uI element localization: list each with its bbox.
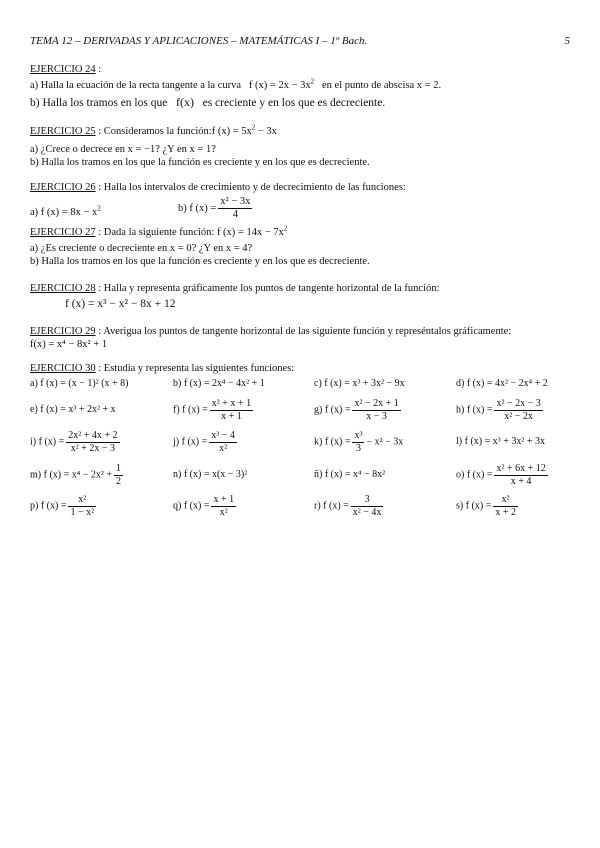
ej25-intro: : Consideramos la función: — [95, 126, 212, 137]
ej30-o-den: x + 4 — [510, 475, 532, 487]
ej30-intro: : Estudia y representa las siguientes funciones: — [95, 363, 295, 374]
exercise-26-label: EJERCICIO 26 — [30, 182, 96, 193]
ej30-item-s — [456, 494, 520, 518]
ej30-g-prefix: g) f (x) = — [314, 404, 351, 416]
ej24-a-function: f (x) = 2x − 3x — [248, 80, 311, 92]
ej30-i-prefix: i) f (x) = — [30, 436, 65, 448]
ej30-j-num: x³ − 4 — [211, 430, 235, 441]
ej29-intro: : Averigua los puntos de tangente horizontal de las siguiente función y represéntalos gráficamente: — [95, 326, 512, 337]
ej30-k-fraction — [352, 430, 364, 454]
ej30-row-3 — [30, 430, 590, 460]
ej30-f-prefix: f) f (x) = — [173, 404, 208, 416]
exercise-26 — [30, 181, 575, 222]
ej30-item-p — [30, 494, 98, 518]
ej30-g-den: x − 3 — [366, 410, 387, 422]
ej24-b-tail: es creciente y en los que es decreciente. — [202, 97, 386, 110]
ej26-b-prefix: b) f (x) = — [178, 203, 217, 215]
ej30-item-b: b) f (x) = 2x⁴ − 4x² + 1 — [173, 378, 265, 389]
exercise-28 — [30, 282, 575, 312]
ej30-q-prefix: q) f (x) = — [173, 500, 210, 512]
ej30-g-fraction — [352, 398, 400, 422]
exercise-28-label: EJERCICIO 28 — [30, 283, 96, 294]
ej30-p-den: 1 − x² — [70, 506, 95, 518]
ej30-item-f — [173, 398, 255, 422]
ej29-function: f(x) = x⁴ − 8x² + 1 — [30, 339, 108, 351]
ej30-s-prefix: s) f (x) = — [456, 500, 492, 512]
ej30-item-a: a) f (x) = (x − 1)² (x + 8) — [30, 378, 129, 389]
ej27-exp: 2 — [283, 224, 288, 233]
ej30-m-prefix: m) f (x) = x⁴ − 2x² + — [30, 469, 113, 481]
ej30-item-r — [314, 494, 385, 518]
ej30-r-den: x² − 4x — [352, 506, 382, 518]
ej30-r-prefix: r) f (x) = — [314, 500, 349, 512]
ej30-r-num: 3 — [351, 494, 384, 507]
exercise-27 — [30, 226, 575, 268]
ej30-q-fraction — [211, 494, 236, 518]
ej30-h-prefix: h) f (x) = — [456, 404, 493, 416]
ej30-item-e: e) f (x) = x³ + 2x² + x — [30, 404, 116, 415]
ej30-item-m — [30, 463, 125, 487]
ej30-h-den: x² − 2x — [504, 410, 533, 422]
ej27-a: a) ¿Es creciente o decreciente en x = 0? ¿Y en x = 4? — [30, 243, 253, 255]
ej26-b-numerator: x² − 3x — [218, 196, 252, 209]
ej28-intro: : Halla y representa gráficamente los puntos de tangente horizontal de la función: — [95, 283, 440, 294]
ej25-a: a) ¿Crece o decrece en x = −1? ¿Y en x = 1? — [30, 144, 216, 156]
ej30-h-num: x² − 2x − 3 — [496, 398, 541, 409]
ej24-a-tail: en el punto de abscisa x = 2. — [322, 80, 442, 92]
ej26-intro: : Halla los intervalos de crecimiento y de decrecimiento de las funciones: — [95, 182, 406, 193]
ej27-intro: : Dada la siguiente función: — [95, 227, 217, 238]
ej28-function: f (x) = x³ − x² − 8x + 12 — [65, 298, 176, 311]
ej27-b: b) Halla los tramos en los que la función es creciente y en los que es decreciente. — [30, 256, 370, 268]
ej25-exp: 2 — [251, 123, 256, 132]
ej30-item-o — [456, 463, 550, 487]
ej30-item-q — [173, 494, 238, 518]
ej25-b: b) Halla los tramos en los que la función es creciente y en los que es decreciente. — [30, 157, 370, 169]
ej30-item-n: n) f (x) = x(x − 3)² — [173, 469, 248, 480]
ej30-item-j — [173, 430, 239, 454]
exercise-25-label: EJERCICIO 25 — [30, 126, 96, 137]
exercise-30-heading — [30, 362, 575, 375]
ej30-k-prefix: k) f (x) = — [314, 436, 351, 448]
ej30-p-prefix: p) f (x) = — [30, 500, 67, 512]
ej25-function-tail: − 3x — [255, 126, 277, 137]
ej30-j-prefix: j) f (x) = — [173, 436, 208, 448]
ej30-g-num: x² − 2x + 1 — [354, 398, 399, 409]
ej26-a: a) f (x) = 8x − x — [30, 207, 98, 219]
exercise-30-label: EJERCICIO 30 — [30, 363, 96, 374]
ej30-p-num: x² — [68, 494, 96, 507]
ej30-item-l: l) f (x) = x³ + 3x² + 3x — [456, 436, 546, 447]
ej30-m-fraction — [114, 463, 123, 487]
ej30-m-den: 2 — [116, 475, 122, 487]
exercise-24-label: EJERCICIO 24 — [30, 64, 96, 75]
ej30-item-h — [456, 398, 545, 422]
ej30-j-fraction — [209, 430, 237, 454]
ej30-o-fraction — [494, 463, 547, 487]
ej30-r-fraction — [351, 494, 384, 518]
ej30-s-den: x + 2 — [495, 506, 516, 518]
ej30-item-k — [314, 430, 403, 454]
ej24-a-text: a) Halla la ecuación de la recta tangente a la curva — [30, 80, 242, 92]
ej30-k-den: 3 — [355, 442, 361, 454]
ej30-j-den: x² — [219, 442, 228, 454]
ej30-q-num: x + 1 — [213, 494, 235, 505]
ej30-i-den: x² + 2x − 3 — [70, 442, 116, 454]
ej30-item-g — [314, 398, 403, 422]
ej30-o-num: x² + 6x + 12 — [496, 463, 546, 474]
exercise-24-colon: : — [95, 64, 102, 75]
ej30-f-num: x² + x + 1 — [211, 398, 252, 409]
page-number: 5 — [564, 35, 570, 47]
exercise-24 — [30, 63, 575, 111]
ej24-b-function: f(x) — [175, 95, 194, 110]
ej30-item-d: d) f (x) = 4x² − 2x⁴ + 2 — [456, 378, 548, 389]
exercise-25 — [30, 125, 575, 169]
ej30-m-num: 1 — [116, 463, 122, 474]
exercise-29-label: EJERCICIO 29 — [30, 326, 96, 337]
ej24-b-text: b) Halla los tramos en los que — [30, 97, 168, 110]
ej27-function: f (x) = 14x − 7x — [216, 227, 284, 238]
ej30-k-num: x³ — [354, 430, 363, 441]
ej30-row-2 — [30, 398, 590, 428]
exercise-29 — [30, 325, 575, 351]
ej30-f-fraction — [210, 398, 253, 422]
ej30-h-fraction — [494, 398, 542, 422]
ej30-f-den: x + 1 — [221, 410, 242, 422]
ej30-p-fraction — [68, 494, 96, 518]
ej30-row-4 — [30, 463, 590, 493]
ej30-i-fraction — [66, 430, 119, 454]
ej24-a-exp: 2 — [310, 77, 315, 86]
ej30-item-i — [30, 430, 122, 454]
exercise-27-label: EJERCICIO 27 — [30, 227, 96, 238]
ej30-s-fraction — [493, 494, 518, 518]
ej30-item-c: c) f (x) = x³ + 3x² − 9x — [314, 378, 405, 389]
ej30-k-tail: − x² − 3x — [366, 436, 404, 448]
ej26-b-fraction — [218, 196, 252, 221]
page-header — [30, 35, 570, 47]
ej30-item-ene: ñ) f (x) = x⁴ − 8x² — [314, 469, 386, 480]
ej30-i-num: 2x² + 4x + 2 — [68, 430, 118, 441]
ej30-q-den: x² — [219, 506, 228, 518]
ej26-b-denominator: 4 — [232, 209, 238, 221]
ej30-o-prefix: o) f (x) = — [456, 469, 493, 481]
header-title: TEMA 12 – DERIVADAS Y APLICACIONES – MATEMÁTICAS I – 1º Bach. — [30, 35, 368, 47]
ej25-function: f (x) = 5x — [211, 126, 252, 137]
ej30-s-num: x² — [493, 494, 518, 507]
ej26-a-exp: 2 — [97, 204, 101, 213]
ej30-row-5 — [30, 494, 590, 524]
